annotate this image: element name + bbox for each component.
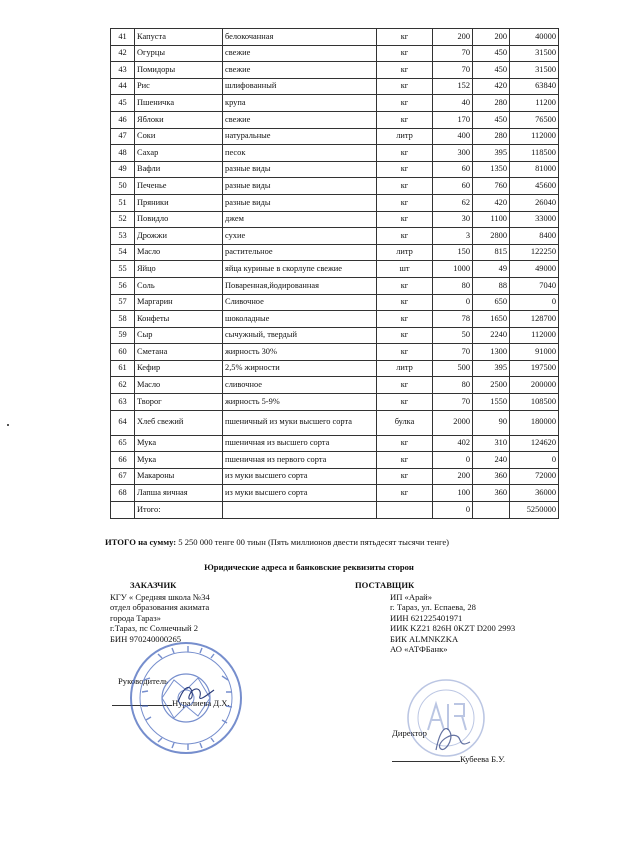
item-name: Творог bbox=[135, 394, 223, 411]
item-price: 650 bbox=[473, 294, 510, 311]
item-quantity: 70 bbox=[433, 45, 473, 62]
supplier-heading: ПОСТАВЩИК bbox=[355, 580, 415, 590]
item-quantity: 60 bbox=[433, 178, 473, 195]
table-row bbox=[111, 228, 559, 245]
total-empty-cell bbox=[111, 502, 135, 519]
row-number: 56 bbox=[111, 277, 135, 294]
item-quantity: 50 bbox=[433, 327, 473, 344]
item-price: 310 bbox=[473, 435, 510, 452]
row-number: 50 bbox=[111, 178, 135, 195]
item-quantity: 70 bbox=[433, 394, 473, 411]
row-number: 68 bbox=[111, 485, 135, 502]
item-sum: 40000 bbox=[510, 29, 559, 46]
item-quantity: 0 bbox=[433, 452, 473, 469]
item-name: Маргарин bbox=[135, 294, 223, 311]
row-number: 60 bbox=[111, 344, 135, 361]
item-unit: кг bbox=[377, 377, 433, 394]
table-row bbox=[111, 435, 559, 452]
item-price: 420 bbox=[473, 78, 510, 95]
item-unit: кг bbox=[377, 485, 433, 502]
item-name: Макароны bbox=[135, 468, 223, 485]
table-row bbox=[111, 294, 559, 311]
item-sum: 200000 bbox=[510, 377, 559, 394]
item-unit: литр bbox=[377, 360, 433, 377]
item-sum: 0 bbox=[510, 294, 559, 311]
item-unit: кг bbox=[377, 327, 433, 344]
item-name: Печенье bbox=[135, 178, 223, 195]
row-number: 65 bbox=[111, 435, 135, 452]
item-unit: кг bbox=[377, 344, 433, 361]
item-description: свежие bbox=[223, 45, 377, 62]
row-number: 46 bbox=[111, 111, 135, 128]
item-price: 2800 bbox=[473, 228, 510, 245]
total-sum-line bbox=[105, 537, 449, 547]
total-sum: 5250000 bbox=[510, 502, 559, 519]
item-description: растительное bbox=[223, 244, 377, 261]
item-name: Огурцы bbox=[135, 45, 223, 62]
item-quantity: 150 bbox=[433, 244, 473, 261]
item-name: Яблоки bbox=[135, 111, 223, 128]
item-unit: кг bbox=[377, 452, 433, 469]
item-description: сливочное bbox=[223, 377, 377, 394]
row-number: 52 bbox=[111, 211, 135, 228]
table-row bbox=[111, 360, 559, 377]
item-price: 280 bbox=[473, 95, 510, 112]
total-empty-cell bbox=[473, 502, 510, 519]
table-row bbox=[111, 78, 559, 95]
table-row bbox=[111, 327, 559, 344]
items-table-body bbox=[111, 29, 559, 519]
table-row bbox=[111, 394, 559, 411]
item-description: пшеничный из муки высшего сорта bbox=[223, 410, 377, 435]
table-row bbox=[111, 128, 559, 145]
table-row bbox=[111, 277, 559, 294]
item-quantity: 80 bbox=[433, 277, 473, 294]
item-quantity: 152 bbox=[433, 78, 473, 95]
item-name: Рис bbox=[135, 78, 223, 95]
item-quantity: 2000 bbox=[433, 410, 473, 435]
item-name: Пряники bbox=[135, 194, 223, 211]
item-description: белокочанная bbox=[223, 29, 377, 46]
item-description: шоколадные bbox=[223, 311, 377, 328]
item-sum: 26040 bbox=[510, 194, 559, 211]
table-row bbox=[111, 178, 559, 195]
item-name: Соль bbox=[135, 277, 223, 294]
item-name: Лапша яичная bbox=[135, 485, 223, 502]
item-price: 240 bbox=[473, 452, 510, 469]
item-sum: 118500 bbox=[510, 145, 559, 162]
supplier-signer: Кубеева Б.У. bbox=[460, 754, 505, 764]
item-unit: кг bbox=[377, 62, 433, 79]
table-row bbox=[111, 194, 559, 211]
item-quantity: 170 bbox=[433, 111, 473, 128]
supplier-detail-line: г. Тараз, ул. Еспаева, 28 bbox=[390, 602, 476, 613]
item-name: Помидоры bbox=[135, 62, 223, 79]
row-number: 51 bbox=[111, 194, 135, 211]
item-description: из муки высшего сорта bbox=[223, 468, 377, 485]
item-quantity: 300 bbox=[433, 145, 473, 162]
item-quantity: 500 bbox=[433, 360, 473, 377]
item-description: джем bbox=[223, 211, 377, 228]
customer-detail-line: БИН 970240000265 bbox=[110, 633, 182, 644]
item-name: Масло bbox=[135, 244, 223, 261]
items-table bbox=[110, 28, 559, 519]
item-quantity: 70 bbox=[433, 62, 473, 79]
supplier-detail-line: ИП «Арай» bbox=[390, 592, 433, 602]
total-empty-cell bbox=[223, 502, 377, 519]
item-quantity: 80 bbox=[433, 377, 473, 394]
item-quantity: 200 bbox=[433, 468, 473, 485]
item-price: 1350 bbox=[473, 161, 510, 178]
total-sum-label: ИТОГО на сумму: bbox=[105, 537, 177, 547]
item-description: пшеничная из высшего сорта bbox=[223, 435, 377, 452]
item-sum: 91000 bbox=[510, 344, 559, 361]
supplier-round-seal bbox=[406, 670, 486, 766]
item-sum: 11200 bbox=[510, 95, 559, 112]
item-unit: кг bbox=[377, 78, 433, 95]
table-row bbox=[111, 29, 559, 46]
row-number: 62 bbox=[111, 377, 135, 394]
item-unit: кг bbox=[377, 228, 433, 245]
item-quantity: 78 bbox=[433, 311, 473, 328]
item-price: 90 bbox=[473, 410, 510, 435]
item-sum: 8400 bbox=[510, 228, 559, 245]
item-quantity: 100 bbox=[433, 485, 473, 502]
item-description: разные виды bbox=[223, 178, 377, 195]
item-name: Кефир bbox=[135, 360, 223, 377]
item-description: свежие bbox=[223, 62, 377, 79]
item-name: Конфеты bbox=[135, 311, 223, 328]
item-unit: кг bbox=[377, 294, 433, 311]
item-unit: булка bbox=[377, 410, 433, 435]
table-row bbox=[111, 261, 559, 278]
item-description: Поваренная,йодированная bbox=[223, 277, 377, 294]
item-sum: 45600 bbox=[510, 178, 559, 195]
requisites-title: Юридические адреса и банковские реквизиты сторон bbox=[204, 562, 414, 572]
item-name: Сыр bbox=[135, 327, 223, 344]
item-description: шлифованный bbox=[223, 78, 377, 95]
item-unit: литр bbox=[377, 128, 433, 145]
item-price: 1300 bbox=[473, 344, 510, 361]
item-unit: кг bbox=[377, 145, 433, 162]
row-number: 44 bbox=[111, 78, 135, 95]
item-description: из муки высшего сорта bbox=[223, 485, 377, 502]
supplier-detail-line: ИИН 621225401971 bbox=[390, 612, 463, 623]
item-price: 450 bbox=[473, 111, 510, 128]
item-sum: 124620 bbox=[510, 435, 559, 452]
item-unit: кг bbox=[377, 468, 433, 485]
item-sum: 0 bbox=[510, 452, 559, 469]
customer-detail-line: КГУ « Средняя школа №34 bbox=[110, 592, 210, 602]
item-quantity: 70 bbox=[433, 344, 473, 361]
supplier-details bbox=[390, 592, 515, 655]
item-sum: 180000 bbox=[510, 410, 559, 435]
item-description: Сливочное bbox=[223, 294, 377, 311]
table-row bbox=[111, 311, 559, 328]
table-row bbox=[111, 410, 559, 435]
table-row bbox=[111, 95, 559, 112]
item-unit: кг bbox=[377, 311, 433, 328]
item-sum: 81000 bbox=[510, 161, 559, 178]
item-unit: кг bbox=[377, 111, 433, 128]
customer-signer: Нуралиева Д.Х. bbox=[172, 698, 230, 708]
item-name: Мука bbox=[135, 435, 223, 452]
item-price: 2500 bbox=[473, 377, 510, 394]
item-price: 395 bbox=[473, 145, 510, 162]
item-price: 395 bbox=[473, 360, 510, 377]
item-sum: 31500 bbox=[510, 62, 559, 79]
item-sum: 36000 bbox=[510, 485, 559, 502]
item-price: 450 bbox=[473, 45, 510, 62]
item-sum: 76500 bbox=[510, 111, 559, 128]
item-unit: литр bbox=[377, 244, 433, 261]
item-sum: 7040 bbox=[510, 277, 559, 294]
row-number: 41 bbox=[111, 29, 135, 46]
customer-heading: ЗАКАЗЧИК bbox=[130, 580, 177, 590]
supplier-role: Директор bbox=[392, 728, 427, 738]
item-description: разные виды bbox=[223, 194, 377, 211]
customer-detail-line: города Тараз» bbox=[110, 612, 161, 623]
row-number: 58 bbox=[111, 311, 135, 328]
table-row bbox=[111, 452, 559, 469]
table-row bbox=[111, 111, 559, 128]
item-description: крупа bbox=[223, 95, 377, 112]
item-description: натуральные bbox=[223, 128, 377, 145]
row-number: 67 bbox=[111, 468, 135, 485]
item-name: Вафли bbox=[135, 161, 223, 178]
item-sum: 108500 bbox=[510, 394, 559, 411]
supplier-detail-line: ИИК KZ21 826H 0KZT D200 2993 bbox=[390, 623, 516, 634]
item-unit: кг bbox=[377, 211, 433, 228]
item-sum: 72000 bbox=[510, 468, 559, 485]
item-sum: 63840 bbox=[510, 78, 559, 95]
item-sum: 197500 bbox=[510, 360, 559, 377]
row-number: 53 bbox=[111, 228, 135, 245]
table-row bbox=[111, 45, 559, 62]
item-quantity: 200 bbox=[433, 29, 473, 46]
customer-detail-line: г.Тараз, пс Солнечный 2 bbox=[110, 623, 199, 634]
item-name: Масло bbox=[135, 377, 223, 394]
item-description: разные виды bbox=[223, 161, 377, 178]
item-name: Яйцо bbox=[135, 261, 223, 278]
item-unit: кг bbox=[377, 277, 433, 294]
item-description: 2,5% жирности bbox=[223, 360, 377, 377]
table-row bbox=[111, 244, 559, 261]
item-unit: кг bbox=[377, 435, 433, 452]
item-name: Пшеничка bbox=[135, 95, 223, 112]
table-row bbox=[111, 62, 559, 79]
item-quantity: 30 bbox=[433, 211, 473, 228]
item-unit: кг bbox=[377, 394, 433, 411]
item-price: 360 bbox=[473, 468, 510, 485]
item-price: 450 bbox=[473, 62, 510, 79]
table-row bbox=[111, 485, 559, 502]
item-name: Сахар bbox=[135, 145, 223, 162]
item-name: Сметана bbox=[135, 344, 223, 361]
item-name: Капуста bbox=[135, 29, 223, 46]
customer-detail-line: отдел образования акимата bbox=[110, 602, 210, 613]
table-total-row bbox=[111, 502, 559, 519]
table-row bbox=[111, 344, 559, 361]
item-price: 760 bbox=[473, 178, 510, 195]
supplier-detail-line: БИК ALMNKZKA bbox=[390, 633, 459, 644]
item-price: 1650 bbox=[473, 311, 510, 328]
row-number: 66 bbox=[111, 452, 135, 469]
item-name: Дрожжи bbox=[135, 228, 223, 245]
item-description: жирность 5-9% bbox=[223, 394, 377, 411]
row-number: 55 bbox=[111, 261, 135, 278]
table-row bbox=[111, 161, 559, 178]
total-sum-text: 5 250 000 тенге 00 тиын (Пять миллионов двести пятьдесят тысячи тенге) bbox=[176, 537, 450, 547]
item-name: Соки bbox=[135, 128, 223, 145]
item-description: сухие bbox=[223, 228, 377, 245]
item-price: 1550 bbox=[473, 394, 510, 411]
item-description: яйца куриные в скорлупе свежие bbox=[223, 261, 377, 278]
item-unit: кг bbox=[377, 45, 433, 62]
item-quantity: 0 bbox=[433, 294, 473, 311]
item-price: 360 bbox=[473, 485, 510, 502]
item-unit: кг bbox=[377, 161, 433, 178]
item-sum: 31500 bbox=[510, 45, 559, 62]
item-price: 200 bbox=[473, 29, 510, 46]
item-quantity: 402 bbox=[433, 435, 473, 452]
row-number: 43 bbox=[111, 62, 135, 79]
total-label: Итого: bbox=[135, 502, 223, 519]
item-unit: кг bbox=[377, 178, 433, 195]
row-number: 47 bbox=[111, 128, 135, 145]
item-description: пшеничная из первого сорта bbox=[223, 452, 377, 469]
row-number: 57 bbox=[111, 294, 135, 311]
item-unit: кг bbox=[377, 194, 433, 211]
item-sum: 112000 bbox=[510, 327, 559, 344]
total-quantity: 0 bbox=[433, 502, 473, 519]
item-unit: шт bbox=[377, 261, 433, 278]
item-name: Мука bbox=[135, 452, 223, 469]
row-number: 54 bbox=[111, 244, 135, 261]
table-row bbox=[111, 211, 559, 228]
item-price: 88 bbox=[473, 277, 510, 294]
customer-role: Руководитель bbox=[118, 676, 168, 686]
total-empty-cell bbox=[377, 502, 433, 519]
item-quantity: 400 bbox=[433, 128, 473, 145]
table-row bbox=[111, 145, 559, 162]
row-number: 42 bbox=[111, 45, 135, 62]
item-price: 49 bbox=[473, 261, 510, 278]
row-number: 63 bbox=[111, 394, 135, 411]
item-price: 280 bbox=[473, 128, 510, 145]
row-number: 49 bbox=[111, 161, 135, 178]
customer-details bbox=[110, 592, 210, 644]
item-price: 2240 bbox=[473, 327, 510, 344]
item-quantity: 3 bbox=[433, 228, 473, 245]
item-quantity: 40 bbox=[433, 95, 473, 112]
item-quantity: 62 bbox=[433, 194, 473, 211]
item-price: 420 bbox=[473, 194, 510, 211]
item-price: 815 bbox=[473, 244, 510, 261]
table-row bbox=[111, 468, 559, 485]
row-number: 64 bbox=[111, 410, 135, 435]
table-row bbox=[111, 377, 559, 394]
customer-handwritten-signature bbox=[176, 682, 216, 706]
item-description: песок bbox=[223, 145, 377, 162]
row-number: 61 bbox=[111, 360, 135, 377]
item-price: 1100 bbox=[473, 211, 510, 228]
supplier-detail-line: АО «АТФБанк» bbox=[390, 644, 448, 655]
item-sum: 128700 bbox=[510, 311, 559, 328]
row-number: 48 bbox=[111, 145, 135, 162]
item-quantity: 1000 bbox=[433, 261, 473, 278]
item-sum: 122250 bbox=[510, 244, 559, 261]
item-description: свежие bbox=[223, 111, 377, 128]
item-unit: кг bbox=[377, 95, 433, 112]
item-sum: 112000 bbox=[510, 128, 559, 145]
row-number: 45 bbox=[111, 95, 135, 112]
item-sum: 33000 bbox=[510, 211, 559, 228]
scan-dust-mark bbox=[7, 424, 9, 426]
item-description: сычужный, твердый bbox=[223, 327, 377, 344]
item-name: Хлеб свежий bbox=[135, 410, 223, 435]
item-name: Повидло bbox=[135, 211, 223, 228]
row-number: 59 bbox=[111, 327, 135, 344]
item-quantity: 60 bbox=[433, 161, 473, 178]
item-unit: кг bbox=[377, 29, 433, 46]
item-sum: 49000 bbox=[510, 261, 559, 278]
item-description: жирность 30% bbox=[223, 344, 377, 361]
